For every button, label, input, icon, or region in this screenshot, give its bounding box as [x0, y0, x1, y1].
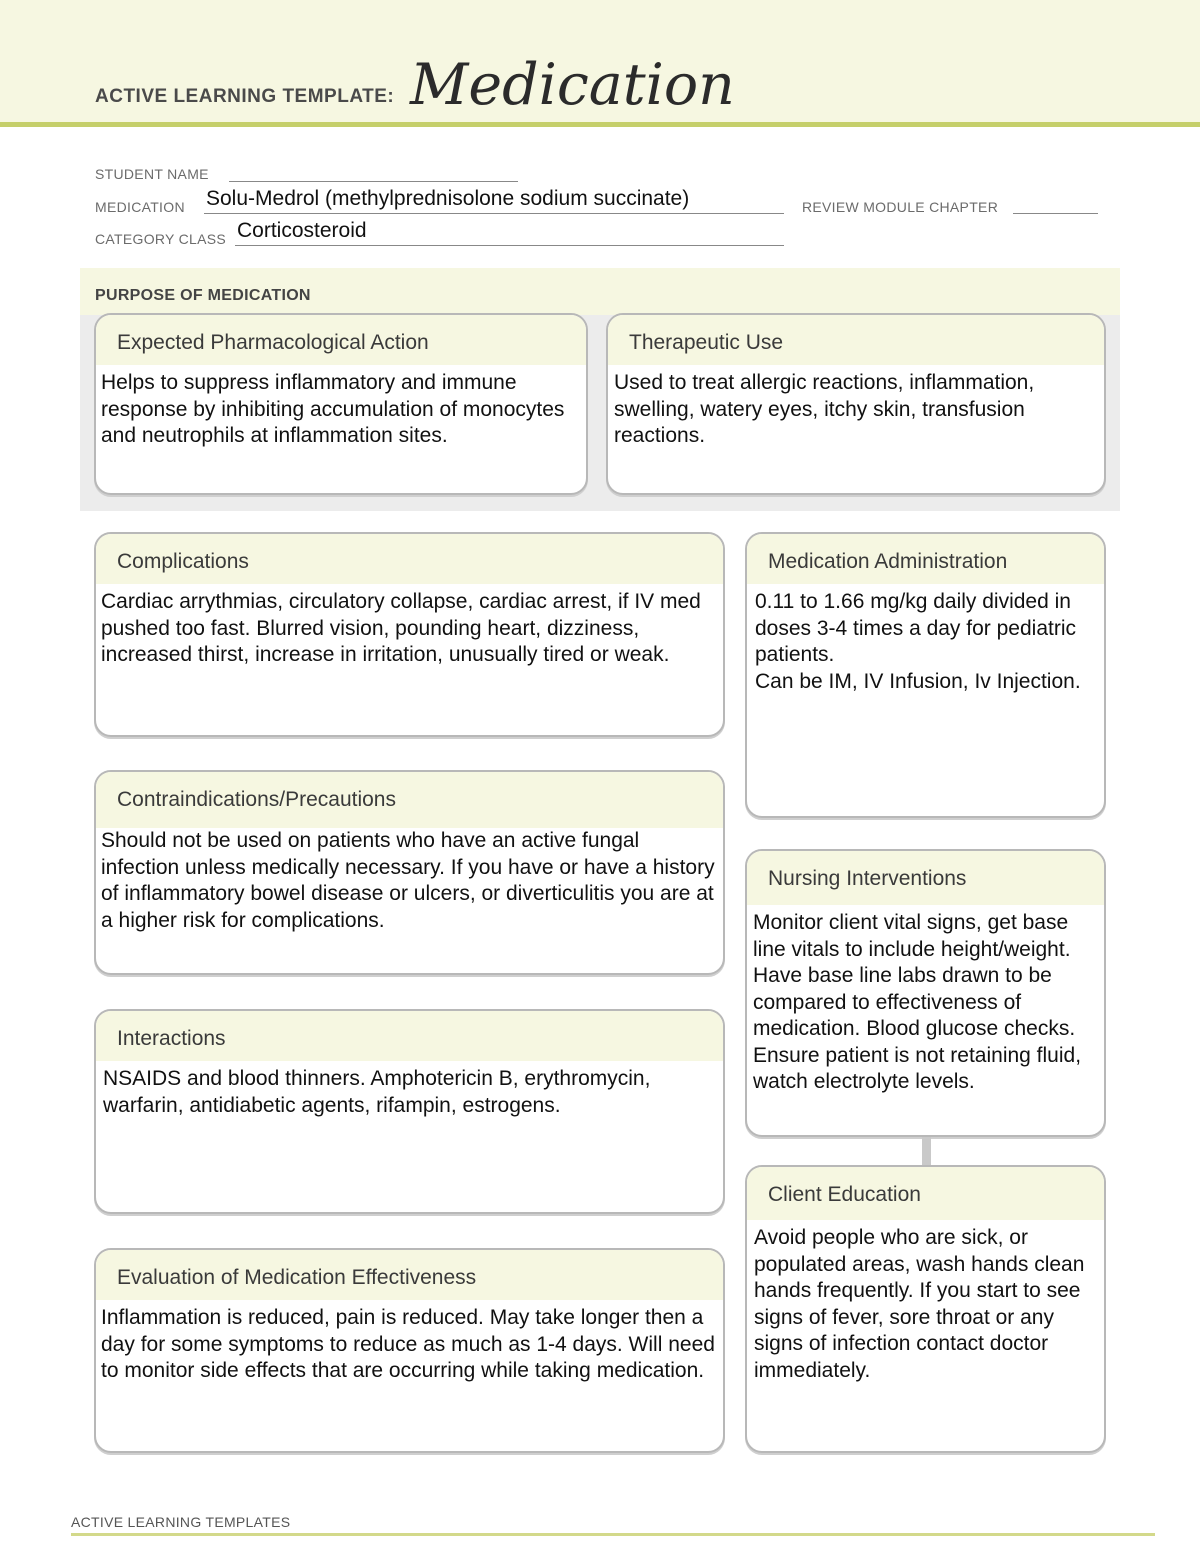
medication-label: MEDICATION: [95, 199, 185, 215]
review-module-line: [1013, 213, 1098, 214]
template-label: ACTIVE LEARNING TEMPLATE:: [95, 86, 395, 107]
category-class-field[interactable]: Corticosteroid: [237, 219, 367, 242]
client-education-text[interactable]: Avoid people who are sick, or populated areas, wash hands clean hands frequently. If you start to see signs of fever, sore throat or any signs of infection contact doctor immediately.: [754, 1226, 1085, 1382]
evaluation-title: Evaluation of Medication Effectiveness: [96, 1250, 723, 1300]
client-education-box: [745, 1165, 1106, 1453]
interactions-title: Interactions: [96, 1011, 723, 1061]
complications-title: Complications: [96, 534, 723, 584]
student-name-label: STUDENT NAME: [95, 166, 209, 182]
medication-field[interactable]: Solu-Medrol (methylprednisolone sodium succinate): [206, 187, 690, 210]
nursing-box: [745, 849, 1106, 1137]
connector-bar: [922, 1137, 931, 1167]
medication-line: [204, 213, 784, 214]
therapeutic-use-text[interactable]: Used to treat allergic reactions, inflammation, swelling, watery eyes, itchy skin, transfusion reactions.: [614, 371, 1035, 447]
review-module-label: REVIEW MODULE CHAPTER: [802, 199, 999, 215]
contraindications-text[interactable]: Should not be used on patients who have an active fungal infection unless medically necessary. If you have or have a history of inflammatory bowel disease or ulcers, or diverticulitis you are at a higher risk for complications.: [101, 829, 715, 932]
student-name-line: [229, 181, 518, 182]
administration-box: [745, 532, 1106, 818]
nursing-text[interactable]: Monitor client vital signs, get base line vitals to include height/weight. Have base line labs drawn to be compared to effectiveness of medication. Blood glucose checks. Ensure patient is not retaining fluid, watch electrolyte levels.: [753, 911, 1082, 1093]
expected-action-box: [94, 313, 588, 495]
footer-rule: [71, 1533, 1155, 1536]
purpose-label: PURPOSE OF MEDICATION: [95, 287, 311, 304]
header-rule: [0, 122, 1200, 127]
administration-text[interactable]: 0.11 to 1.66 mg/kg daily divided in doses 3-4 times a day for pediatric patients. Can be IM, IV Infusion, Iv Injection.: [755, 590, 1081, 693]
expected-action-text[interactable]: Helps to suppress inflammatory and immune response by inhibiting accumulation of monocytes and neutrophils at inflammation sites.: [101, 371, 565, 447]
contraindications-box: [94, 770, 725, 975]
category-class-label: CATEGORY CLASS: [95, 231, 227, 247]
therapeutic-use-box: [606, 313, 1106, 495]
template-title: Medication: [410, 52, 735, 118]
therapeutic-use-title: Therapeutic Use: [608, 315, 1104, 365]
expected-action-title: Expected Pharmacological Action: [96, 315, 586, 365]
nursing-title: Nursing Interventions: [747, 851, 1104, 905]
contraindications-title: Contraindications/Precautions: [96, 772, 723, 828]
evaluation-text[interactable]: Inflammation is reduced, pain is reduced. May take longer then a day for some symptoms to reduce as much as 1-4 days. Will need to monitor side effects that are occurring while taking medication.: [101, 1306, 715, 1382]
interactions-box: [94, 1009, 725, 1214]
complications-box: [94, 532, 725, 737]
evaluation-box: [94, 1248, 725, 1453]
complications-text[interactable]: Cardiac arrythmias, circulatory collapse, cardiac arrest, if IV med pushed too fast. Blurred vision, pounding heart, dizziness, increased thirst, increase in irritation, unusually tired or weak.: [101, 590, 701, 666]
administration-title: Medication Administration: [747, 534, 1104, 584]
category-class-line: [235, 245, 784, 246]
footer-label: ACTIVE LEARNING TEMPLATES: [71, 1514, 291, 1530]
client-education-title: Client Education: [747, 1167, 1104, 1220]
interactions-text[interactable]: NSAIDS and blood thinners. Amphotericin B, erythromycin, warfarin, antidiabetic agents, rifampin, estrogens.: [103, 1067, 651, 1117]
